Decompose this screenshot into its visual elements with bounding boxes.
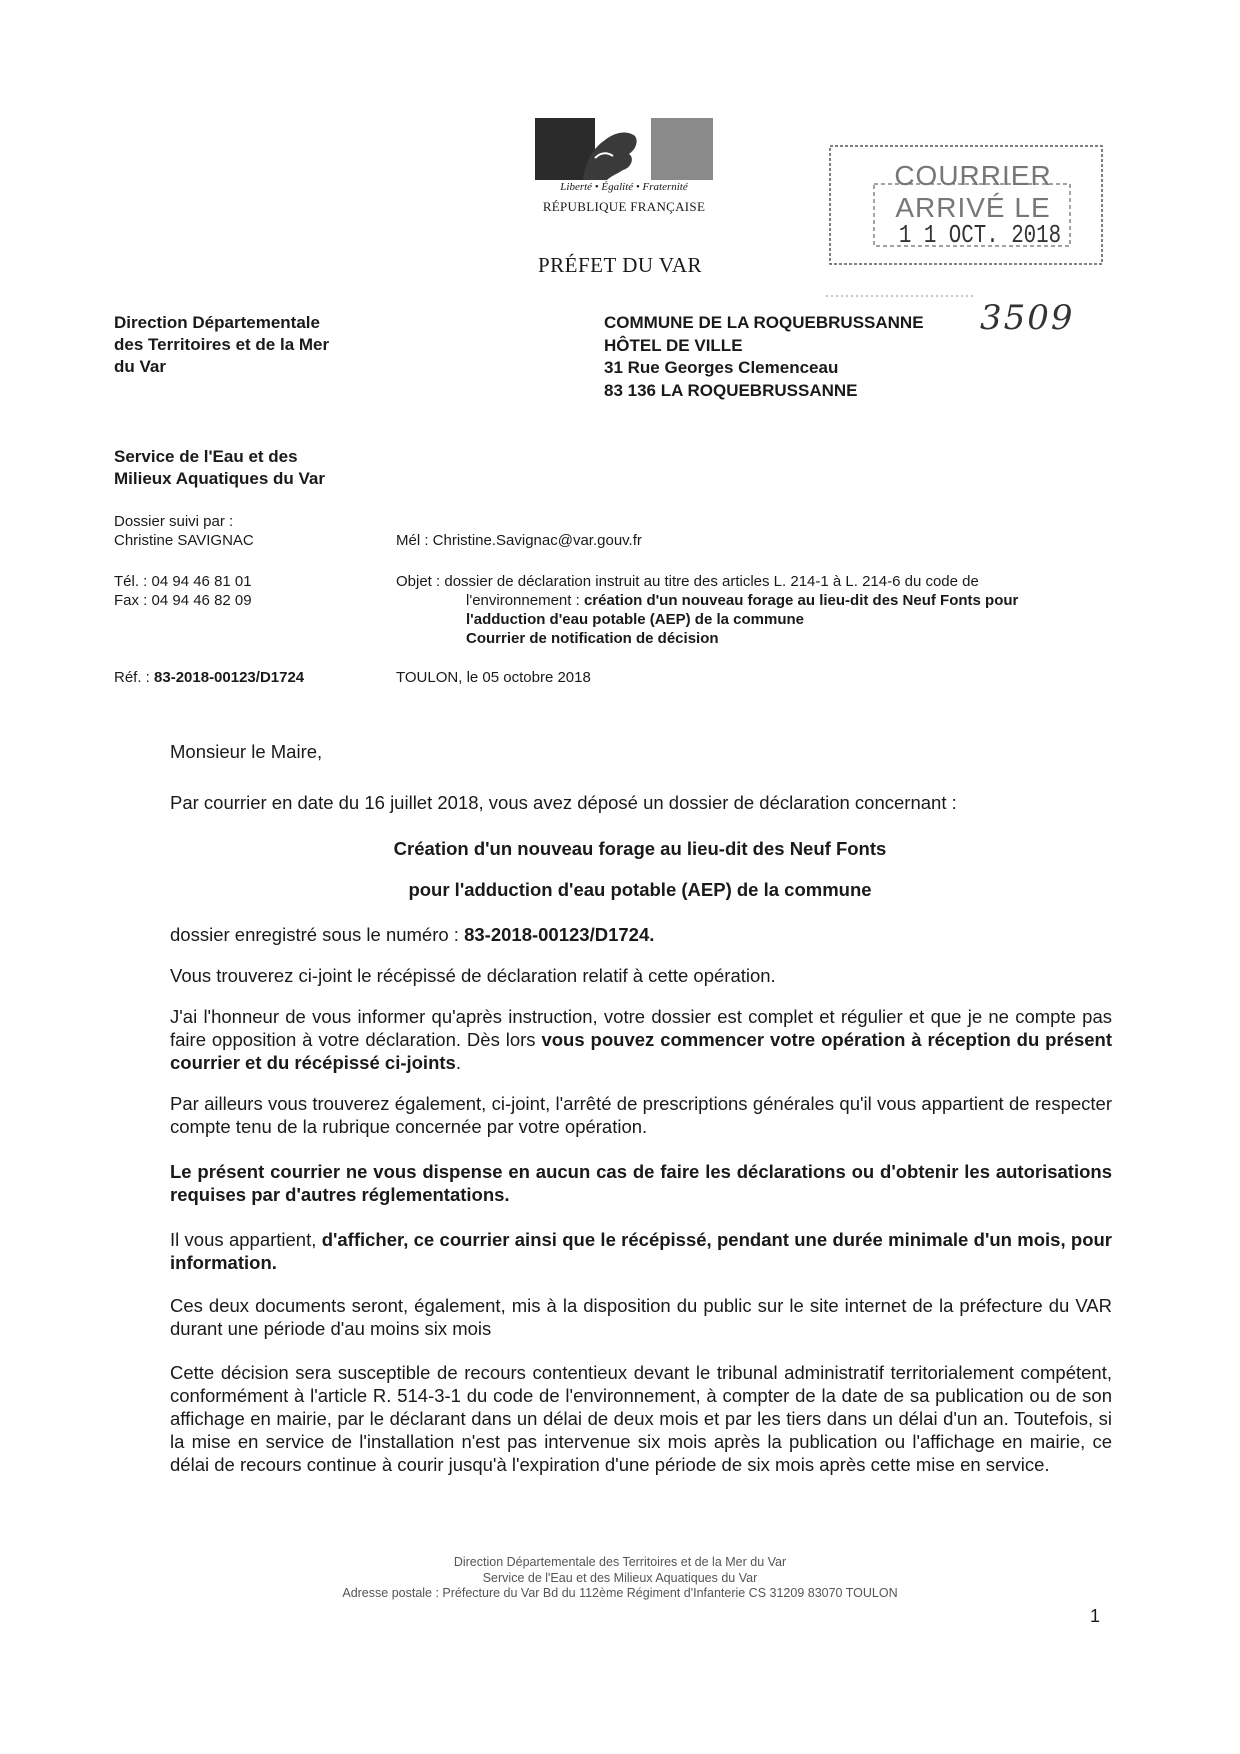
dossier-label: Dossier suivi par : <box>114 513 234 530</box>
dossier-number: 83-2018-00123/D1724. <box>464 924 655 945</box>
footer <box>240 1555 1000 1602</box>
paragraph: Ces deux documents seront, également, mis à la disposition du public sur le site internet de la préfecture du VAR durant une période d'au moins six mois <box>170 1295 1112 1339</box>
subject-title-2: pour l'adduction d'eau potable (AEP) de la commune <box>408 879 872 900</box>
reference-value: 83-2018-00123/D1724 <box>154 669 305 686</box>
direction-line: Direction Départementale <box>114 313 320 332</box>
paragraph: Par ailleurs vous trouverez également, ci-joint, l'arrêté de prescriptions générales qu'il vous appartient de respecter compte tenu de la rubrique concernée par votre opération. <box>170 1093 1112 1137</box>
paragraph-text: Il vous appartient, <box>170 1229 322 1250</box>
recipient-line: COMMUNE DE LA ROQUEBRUSSANNE <box>604 313 924 332</box>
objet-line: Objet : dossier de déclaration instruit au titre des articles L. 214-1 à L. 214-6 du code de <box>396 573 979 590</box>
fax: Fax : 04 94 46 82 09 <box>114 592 252 609</box>
paragraph-text: . <box>455 1052 461 1073</box>
objet-line <box>396 591 1096 610</box>
paragraph-bold: vous pouvez commencer votre opération à réception du présent courrier et du récépissé ci-joints <box>170 1029 1112 1073</box>
paragraph: Vous trouverez ci-joint le récépissé de déclaration relatif à cette opération. <box>170 965 776 986</box>
objet-line: l'adduction d'eau potable (AEP) de la commune <box>466 611 805 628</box>
date-line: TOULON, le 05 octobre 2018 <box>396 669 591 686</box>
page-number: 1 <box>1090 1606 1101 1626</box>
footer-line: Direction Départementale des Territoires et de la Mer du Var <box>453 1555 787 1569</box>
stamp-number: 3509 <box>980 298 1075 338</box>
recipient-line: 83 136 LA ROQUEBRUSSANNE <box>604 380 858 400</box>
direction-line: des Territoires et de la Mer <box>114 335 330 354</box>
stamp-title: COURRIER ARRIVÉ LE <box>894 160 1052 223</box>
email: Mél : Christine.Savignac@var.gouv.fr <box>396 532 642 549</box>
salutation: Monsieur le Maire, <box>170 741 323 762</box>
marianne-logo <box>535 118 713 180</box>
direction-line: du Var <box>114 357 166 376</box>
paragraph-text: dossier enregistré sous le numéro : <box>170 924 465 945</box>
stamp-date: 1 1 OCT. 2018 <box>898 220 1062 250</box>
objet-line: Courrier de notification de décision <box>466 630 719 647</box>
paragraph: Par courrier en date du 16 juillet 2018, vous avez déposé un dossier de déclaration concernant : <box>170 792 957 813</box>
service-line: Service de l'Eau et des <box>114 447 298 466</box>
paragraph: Cette décision sera susceptible de recours contentieux devant le tribunal administratif territorialement compétent, conformément à l'article R. 514-3-1 du code de l'environnement, à compter de la date de sa publication ou de son affichage en mairie, par le déclarant dans un délai de deux mois et par les tiers dans un délai d'un an. Toutefois, si la mise en service de l'installation n'est pas intervenue six mois après la publication ou l'affichage en mairie, ce délai de recours continue à courir jusqu'à l'expiration d'une période de six mois après cette mise en service. <box>170 1362 1112 1475</box>
service-line: Milieux Aquatiques du Var <box>114 469 325 488</box>
subject-title-1: Création d'un nouveau forage au lieu-dit des Neuf Fonts <box>393 838 887 859</box>
devise: Liberté • Égalité • Fraternité <box>560 181 688 193</box>
reference <box>114 668 304 687</box>
footer-line: Service de l'Eau et des Milieux Aquatiques du Var <box>482 1570 758 1585</box>
sender-service <box>114 446 414 490</box>
paragraph-bold: Le présent courrier ne vous dispense en aucun cas de faire les déclarations ou d'obtenir les autorisations requises par d'autres réglementations. <box>170 1161 1112 1205</box>
objet-text: l'environnement : <box>466 592 584 609</box>
objet <box>396 572 1096 648</box>
recipient-line: 31 Rue Georges Clemenceau <box>604 358 839 377</box>
paragraph-text: J'ai l'honneur de vous informer qu'après instruction, votre dossier est complet et régulier et que je ne compte pas faire opposition à votre déclaration. Dès lors <box>170 1006 1112 1050</box>
republique-francaise: RÉPUBLIQUE FRANÇAISE <box>542 199 706 214</box>
paragraph <box>170 924 654 946</box>
paragraph <box>170 1228 1112 1274</box>
footer-line: Adresse postale : Préfecture du Var Bd du 112ème Régiment d'Infanterie CS 31209 83070 TOULON <box>342 1586 898 1600</box>
objet-bold: création d'un nouveau forage au lieu-dit des Neuf Fonts pour <box>583 592 1019 609</box>
reference-label: Réf. : <box>114 669 155 686</box>
recipient-line: HÔTEL DE VILLE <box>604 335 743 355</box>
prefet-title: PRÉFET DU VAR <box>537 253 703 277</box>
paragraph-bold: d'afficher, ce courrier ainsi que le récépissé, pendant une durée minimale d'un mois, pour information. <box>170 1229 1112 1273</box>
dossier-name: Christine SAVIGNAC <box>114 532 254 549</box>
paragraph <box>170 1005 1112 1074</box>
sender-direction <box>114 312 414 378</box>
phone: Tél. : 04 94 46 81 01 <box>114 573 252 590</box>
